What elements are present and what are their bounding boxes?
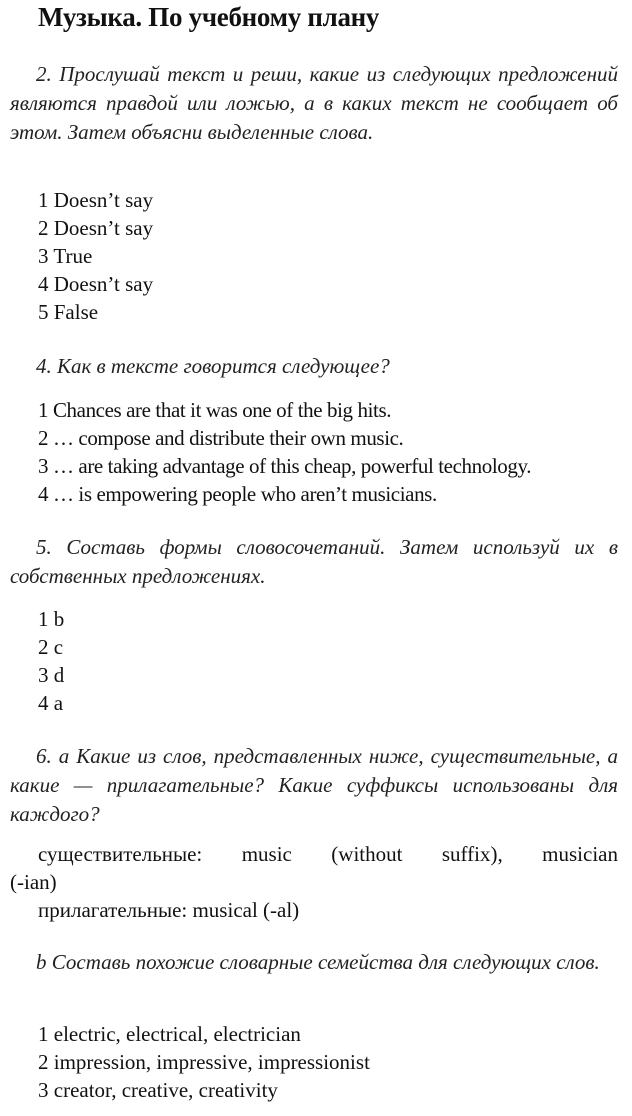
task-6a-prompt: 6. a Какие из слов, представленных ниже, существительные, а какие — прилагательные? Какие суффиксы использованы для каждого? bbox=[10, 744, 618, 826]
answer-item: 1 electric, electrical, electrician bbox=[38, 1022, 301, 1046]
answer-item: 2 Doesn’t say bbox=[38, 216, 154, 240]
answer-item: 4 … is empowering people who aren’t musicians. bbox=[38, 482, 437, 506]
answer-item: 1 Chances are that it was one of the big hits. bbox=[38, 398, 392, 422]
answer-item: 2 c bbox=[38, 635, 64, 659]
task-5-answers bbox=[38, 605, 64, 717]
answer-item: 3 creator, creative, creativity bbox=[38, 1078, 278, 1102]
task-6a-answer bbox=[10, 840, 618, 924]
task-6b-answers bbox=[38, 1020, 370, 1104]
task-2-answers bbox=[38, 186, 153, 326]
answer-item: 5 False bbox=[38, 300, 99, 324]
adjectives-line: прилагательные: musical (-al) bbox=[38, 898, 300, 922]
answer-item: 1 Doesn’t say bbox=[38, 188, 154, 212]
task-2-prompt: 2. Прослушай текст и реши, какие из следующих предложений являются правдой или ложью, а в каких текст не сообщает об этом. Затем объясни выделенные слова. bbox=[10, 62, 618, 144]
answer-item: 4 Doesn’t say bbox=[38, 272, 154, 296]
task-4-prompt: 4. Как в тексте говорится следующее? bbox=[36, 354, 390, 378]
answer-item: 2 impression, impressive, impressionist bbox=[38, 1050, 370, 1074]
nouns-line: существительные: music (without suffix), musician bbox=[38, 842, 618, 866]
task-5-prompt: 5. Составь формы словосочетаний. Затем используй их в собственных предложениях. bbox=[10, 535, 618, 588]
task-6b-prompt: b Составь похожие словарные семейства для следующих слов. bbox=[36, 950, 600, 974]
answer-item: 4 a bbox=[38, 691, 64, 715]
answer-item: 3 d bbox=[38, 663, 65, 687]
answer-item: 3 True bbox=[38, 244, 93, 268]
nouns-line-cont: (-ian) bbox=[10, 870, 57, 894]
task-4-answers bbox=[38, 396, 531, 508]
answer-item: 2 … compose and distribute their own music. bbox=[38, 426, 404, 450]
answer-item: 3 … are taking advantage of this cheap, powerful technology. bbox=[38, 454, 532, 478]
answer-item: 1 b bbox=[38, 607, 65, 631]
page-title: Музыка. По учебному плану bbox=[38, 2, 380, 32]
